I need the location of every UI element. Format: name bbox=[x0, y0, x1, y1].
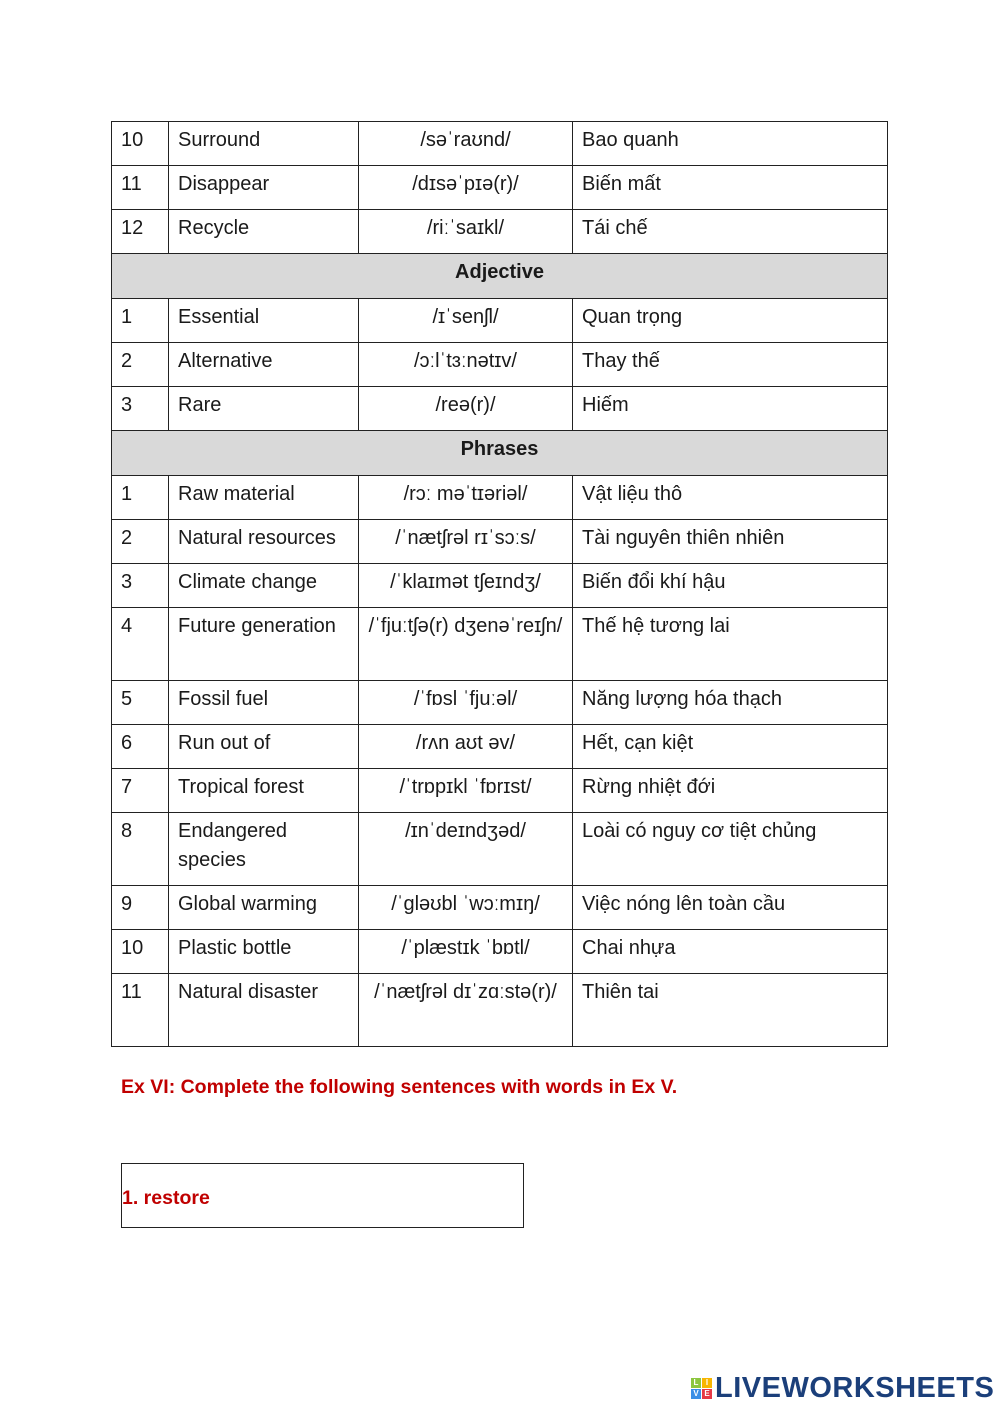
ipa-cell: /ˈnætʃrəl rɪˈsɔːs/ bbox=[359, 520, 573, 564]
table-row bbox=[112, 608, 888, 681]
row-number: 4 bbox=[112, 608, 169, 681]
meaning-cell: Hiếm bbox=[573, 387, 888, 431]
word-cell: Alternative bbox=[169, 343, 359, 387]
row-number: 6 bbox=[112, 725, 169, 769]
row-number: 7 bbox=[112, 769, 169, 813]
meaning-cell: Thiên tai bbox=[573, 974, 888, 1047]
ipa-cell: /rʌn aʊt əv/ bbox=[359, 725, 573, 769]
meaning-cell: Tài nguyên thiên nhiên bbox=[573, 520, 888, 564]
meaning-cell: Tái chế bbox=[573, 210, 888, 254]
meaning-cell: Rừng nhiệt đới bbox=[573, 769, 888, 813]
table-row bbox=[112, 122, 888, 166]
table-row bbox=[112, 813, 888, 886]
meaning-cell: Chai nhựa bbox=[573, 930, 888, 974]
section-header-phrases bbox=[112, 431, 888, 476]
ipa-cell: /riːˈsaɪkl/ bbox=[359, 210, 573, 254]
table-row bbox=[112, 974, 888, 1047]
meaning-cell: Vật liệu thô bbox=[573, 476, 888, 520]
word-cell: Climate change bbox=[169, 564, 359, 608]
table-row bbox=[112, 387, 888, 431]
ipa-cell: /ˈfɒsl ˈfjuːəl/ bbox=[359, 681, 573, 725]
meaning-cell: Hết, cạn kiệt bbox=[573, 725, 888, 769]
meaning-cell: Thay thế bbox=[573, 343, 888, 387]
table-row bbox=[112, 343, 888, 387]
exercise-title: Ex VI: Complete the following sentences with words in Ex V. bbox=[121, 1076, 678, 1098]
row-number: 11 bbox=[112, 974, 169, 1047]
vocabulary-table bbox=[111, 121, 888, 1047]
word-cell: Essential bbox=[169, 299, 359, 343]
word-cell: Global warming bbox=[169, 886, 359, 930]
row-number: 9 bbox=[112, 886, 169, 930]
meaning-cell: Loài có nguy cơ tiệt chủng bbox=[573, 813, 888, 886]
section-header-label: Adjective bbox=[112, 254, 888, 299]
logo-text: LIVEWORKSHEETS bbox=[715, 1372, 995, 1404]
ipa-cell: /ˈplæstɪk ˈbɒtl/ bbox=[359, 930, 573, 974]
table-row bbox=[112, 886, 888, 930]
word-cell: Endangered species bbox=[169, 813, 359, 886]
table-row bbox=[112, 725, 888, 769]
meaning-cell: Biến mất bbox=[573, 166, 888, 210]
word-cell: Run out of bbox=[169, 725, 359, 769]
row-number: 3 bbox=[112, 387, 169, 431]
meaning-cell: Việc nóng lên toàn cầu bbox=[573, 886, 888, 930]
row-number: 2 bbox=[112, 343, 169, 387]
ipa-cell: /ˈtrɒpɪkl ˈfɒrɪst/ bbox=[359, 769, 573, 813]
word-cell: Natural resources bbox=[169, 520, 359, 564]
word-cell: Raw material bbox=[169, 476, 359, 520]
word-cell: Disappear bbox=[169, 166, 359, 210]
ipa-cell: /rɔː məˈtɪəriəl/ bbox=[359, 476, 573, 520]
table-row bbox=[112, 769, 888, 813]
section-header-label: Phrases bbox=[112, 431, 888, 476]
row-number: 5 bbox=[112, 681, 169, 725]
ipa-cell: /ˈnætʃrəl dɪˈzɑːstə(r)/ bbox=[359, 974, 573, 1047]
row-number: 3 bbox=[112, 564, 169, 608]
meaning-cell: Bao quanh bbox=[573, 122, 888, 166]
ipa-cell: /ˈklaɪmət tʃeɪndʒ/ bbox=[359, 564, 573, 608]
meaning-cell: Quan trọng bbox=[573, 299, 888, 343]
table-row bbox=[112, 166, 888, 210]
answer-text: 1. restore bbox=[122, 1187, 210, 1209]
meaning-cell: Thế hệ tương lai bbox=[573, 608, 888, 681]
ipa-cell: /ˈfjuːtʃə(r) dʒenəˈreɪʃn/ bbox=[359, 608, 573, 681]
table-row bbox=[112, 476, 888, 520]
row-number: 12 bbox=[112, 210, 169, 254]
table-row bbox=[112, 210, 888, 254]
word-cell: Rare bbox=[169, 387, 359, 431]
word-cell: Natural disaster bbox=[169, 974, 359, 1047]
ipa-cell: /dɪsəˈpɪə(r)/ bbox=[359, 166, 573, 210]
table-row bbox=[112, 930, 888, 974]
word-cell: Fossil fuel bbox=[169, 681, 359, 725]
row-number: 10 bbox=[112, 930, 169, 974]
table-row bbox=[112, 564, 888, 608]
meaning-cell: Năng lượng hóa thạch bbox=[573, 681, 888, 725]
word-cell: Tropical forest bbox=[169, 769, 359, 813]
row-number: 10 bbox=[112, 122, 169, 166]
table-row bbox=[112, 299, 888, 343]
row-number: 11 bbox=[112, 166, 169, 210]
liveworksheets-logo bbox=[691, 1372, 994, 1405]
section-header-adjective bbox=[112, 254, 888, 299]
word-cell: Future generation bbox=[169, 608, 359, 681]
row-number: 1 bbox=[112, 476, 169, 520]
row-number: 8 bbox=[112, 813, 169, 886]
ipa-cell: /ˈɡləʊbl ˈwɔːmɪŋ/ bbox=[359, 886, 573, 930]
meaning-cell: Biến đổi khí hậu bbox=[573, 564, 888, 608]
row-number: 2 bbox=[112, 520, 169, 564]
row-number: 1 bbox=[112, 299, 169, 343]
ipa-cell: /ɪˈsenʃl/ bbox=[359, 299, 573, 343]
word-cell: Plastic bottle bbox=[169, 930, 359, 974]
word-cell: Surround bbox=[169, 122, 359, 166]
table-row bbox=[112, 520, 888, 564]
table-row bbox=[112, 681, 888, 725]
ipa-cell: /səˈraʊnd/ bbox=[359, 122, 573, 166]
word-cell: Recycle bbox=[169, 210, 359, 254]
ipa-cell: /ɪnˈdeɪndʒəd/ bbox=[359, 813, 573, 886]
ipa-cell: /reə(r)/ bbox=[359, 387, 573, 431]
answer-box[interactable] bbox=[121, 1163, 524, 1228]
ipa-cell: /ɔːlˈtɜːnətɪv/ bbox=[359, 343, 573, 387]
logo-mark-icon: L I V E bbox=[691, 1378, 712, 1399]
